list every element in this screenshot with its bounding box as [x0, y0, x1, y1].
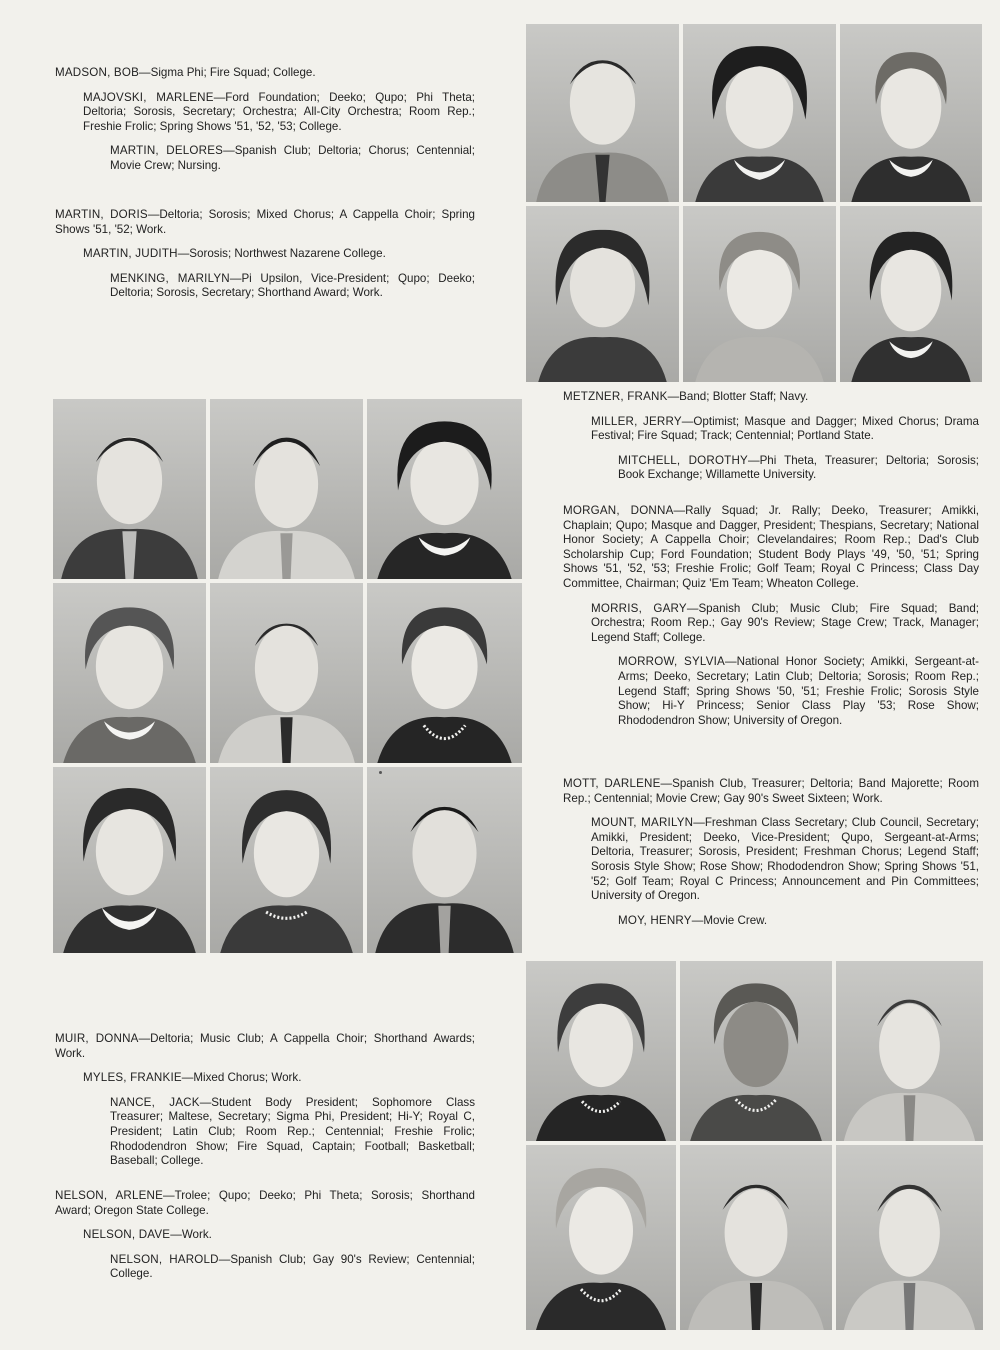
text-block-right-3 — [563, 777, 979, 938]
portrait-photo — [53, 399, 206, 579]
portrait-photo — [526, 24, 679, 202]
portrait-photo — [367, 767, 522, 953]
entry-muir: MUIR, DONNA—Deltoria; Music Club; A Cappella Choir; Shorthand Awards; Work. — [55, 1032, 475, 1060]
entry-nance: NANCE, JACK—Student Body President; Sophomore Class Treasurer; Maltese, Secretary; Sigma Phi, President; Hi-Y; Royal C, President; Latin Club; Room Rep.; Centennial; Freshie Frolic; Rhododendron Show; Fire Squad, Captain; Football; Basketball; Baseball; College. — [110, 1095, 475, 1168]
text-block-top-left — [55, 66, 475, 184]
entry-moy: MOY, HENRY—Movie Crew. — [618, 913, 768, 927]
print-speck — [379, 771, 382, 774]
text-block-bottom-left-1 — [55, 1032, 475, 1179]
entry-miller: MILLER, JERRY—Optimist; Masque and Dagger; Mixed Chorus; Drama Festival; Fire Squad; Track; Centennial; Portland State. — [591, 414, 979, 443]
entry-myles: MYLES, FRANKIE—Mixed Chorus; Work. — [83, 1071, 302, 1085]
entry-mount: MOUNT, MARILYN—Freshman Class Secretary; Club Council, Secretary; Amikki, President; Deeko, Vice-President; Qupo, Sergeant-at-Arms; Deltoria, Treasurer; Sorosis, President; Freshman Chorus; Legend Staff; Sorosis Style Show; Rose Show; Rhododendron Show; Spring Shows '51, '52; Golf Team; Royal C Princess; Announcement and Pin Committees; University of Oregon. — [591, 816, 979, 903]
entry-morrow: MORROW, SYLVIA—National Honor Society; Amikki, Sergeant-at-Arms; Deeko, Secretary; Latin Club; Deltoria; Sorosis; Room Rep.; Legend Staff; Spring Shows '50, '51; Freshie Frolic; Sorosis Style Show; Hi-Y Princess; Senior Class Play '53; Rose Show; Rhododendron Show; University of Oregon. — [618, 655, 979, 727]
text-block-right-2 — [563, 504, 979, 738]
portrait-photo — [840, 206, 982, 382]
portrait-photo — [526, 206, 679, 382]
portrait-photo — [526, 961, 676, 1141]
portrait-photo — [836, 961, 983, 1141]
portrait-photo — [53, 767, 206, 953]
entry-nelson-dave: NELSON, DAVE—Work. — [83, 1228, 212, 1242]
text-block-bottom-left-2 — [55, 1189, 475, 1292]
entry-martin-delores: MARTIN, DELORES—Spanish Club; Deltoria; Chorus; Centennial; Movie Crew; Nursing. — [110, 144, 475, 172]
entry-mitchell: MITCHELL, DOROTHY—Phi Theta, Treasurer; Deltoria; Sorosis; Book Exchange; Willamette University. — [618, 453, 979, 482]
entry-menking: MENKING, MARILYN—Pi Upsilon, Vice-President; Qupo; Deeko; Deltoria; Sorosis, Secretary; Shorthand Award; Work. — [110, 271, 475, 300]
entry-morris: MORRIS, GARY—Spanish Club; Music Club; Fire Squad; Band; Orchestra; Room Rep.; Gay 90's Review; Stage Crew; Track, Manager; Legend Staff; College. — [591, 601, 979, 644]
entry-majovski: MAJOVSKI, MARLENE—Ford Foundation; Deeko; Qupo; Phi Theta; Deltoria; Sorosis, Secretary; Orchestra; All-City Orchestra; Room Rep.; Freshie Frolic; Spring Shows '51, '52, '53; College. — [83, 90, 475, 133]
entry-nelson-arlene: NELSON, ARLENE—Trolee; Qupo; Deeko; Phi Theta; Sorosis; Shorthand Award; Oregon State College. — [55, 1189, 475, 1217]
text-block-right-1 — [563, 390, 979, 493]
portrait-photo — [836, 1145, 983, 1330]
entry-martin-doris: MARTIN, DORIS—Deltoria; Sorosis; Mixed Chorus; A Cappella Choir; Spring Shows '51, '52; Work. — [55, 208, 475, 236]
portrait-photo — [680, 961, 832, 1141]
portrait-photo — [210, 399, 363, 579]
entry-martin-judith: MARTIN, JUDITH—Sorosis; Northwest Nazarene College. — [83, 247, 386, 261]
entry-madson: MADSON, BOB—Sigma Phi; Fire Squad; College. — [55, 66, 316, 79]
entry-metzner: METZNER, FRANK—Band; Blotter Staff; Navy. — [563, 390, 809, 403]
portrait-photo — [53, 583, 206, 763]
portrait-photo — [210, 767, 363, 953]
portrait-photo — [526, 1145, 676, 1330]
text-block-mid-left — [55, 208, 475, 311]
portrait-photo — [210, 583, 363, 763]
portrait-photo — [683, 206, 836, 382]
entry-morgan: MORGAN, DONNA—Rally Squad; Jr. Rally; Deeko, Treasurer; Amikki, Chaplain; Qupo; Masque and Dagger, President; Thespians, Secretary; National Honor Society; A Cappella Choir; Clevelandaires; Room Rep.; Dad's Club Scholarship Cup; Ford Foundation; Student Body Plays '49, '50, '51; Spring Shows '51, '52, '53; Freshie Frolic; Golf Team; Royal C Princess; Class Day Committee, Chairman; Quiz 'Em Team; Wheaton College. — [563, 504, 979, 590]
entry-mott: MOTT, DARLENE—Spanish Club, Treasurer; Deltoria; Band Majorette; Room Rep.; Centennial; Movie Crew; Gay 90's Sweet Sixteen; Work. — [563, 777, 979, 805]
portrait-photo — [840, 24, 982, 202]
entry-nelson-harold: NELSON, HAROLD—Spanish Club; Gay 90's Review; Centennial; College. — [110, 1252, 475, 1281]
portrait-photo — [683, 24, 836, 202]
portrait-photo — [367, 583, 522, 763]
portrait-photo — [680, 1145, 832, 1330]
portrait-photo — [367, 399, 522, 579]
